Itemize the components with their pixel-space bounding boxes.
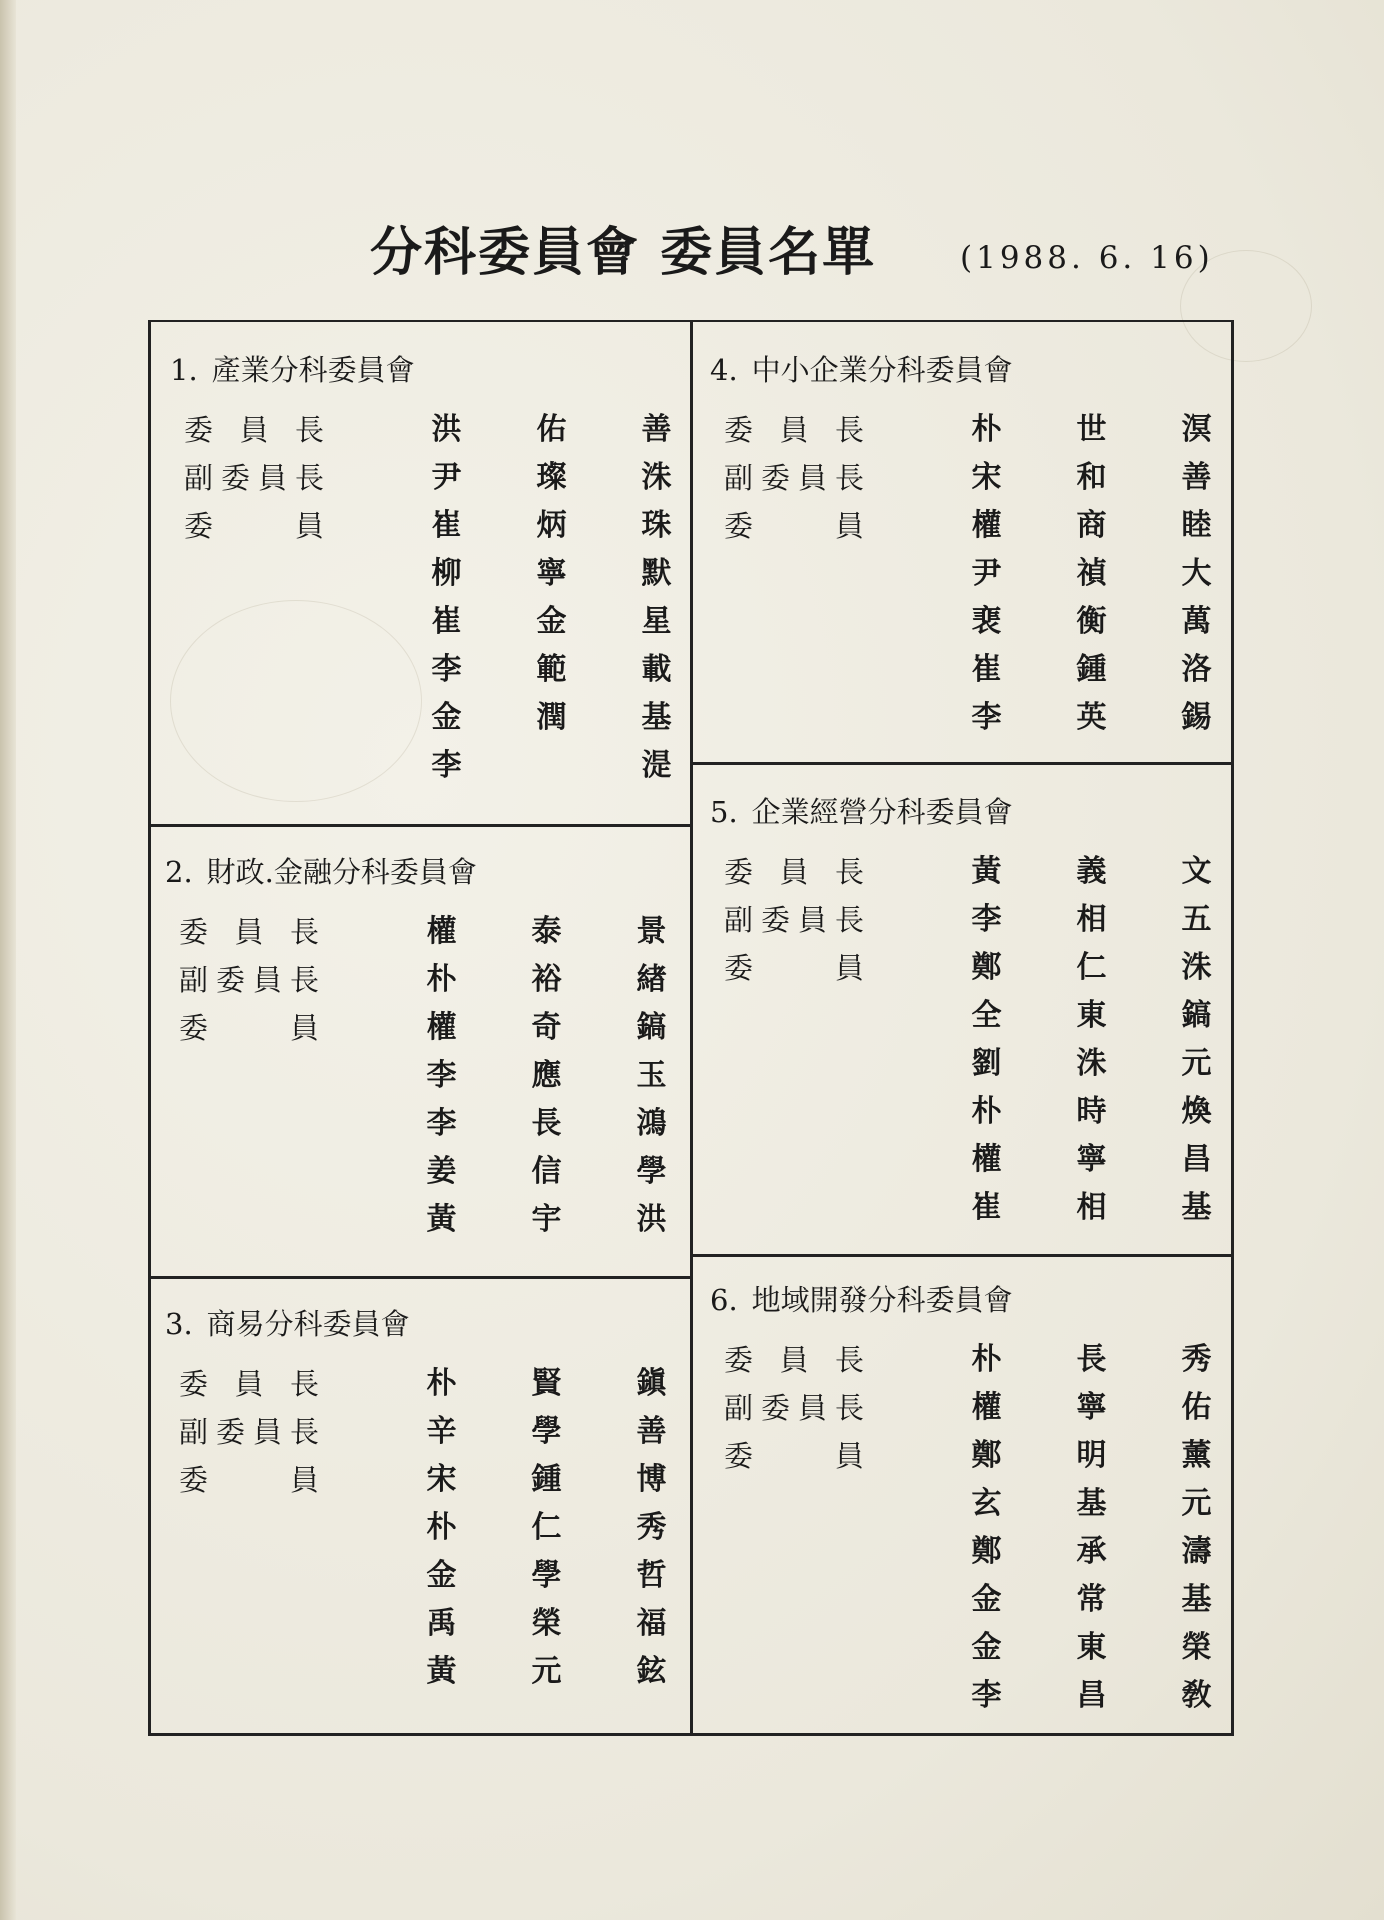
committee-heading: [170, 348, 415, 389]
member-row: [389, 1408, 704, 1456]
member-name-char: 善: [641, 412, 672, 447]
member-name-char: 濤: [1181, 1534, 1212, 1569]
member-name-char: 學: [531, 1558, 562, 1593]
member-name-char: 洪: [636, 1202, 667, 1237]
role-label: 委員長: [179, 1367, 319, 1401]
committee-number: 3.: [165, 1307, 193, 1341]
member-name-char: 商: [1076, 508, 1107, 543]
member-name-char: 範: [536, 652, 567, 687]
member-name-char: 李: [431, 652, 462, 687]
member-row: [394, 694, 709, 742]
role-label: 委員: [724, 951, 864, 985]
member-name-char: 秀: [1181, 1342, 1212, 1377]
page-title: 分科委員會 委員名單: [370, 222, 877, 283]
member-row: [389, 1552, 704, 1600]
member-name-char: 金: [971, 1582, 1002, 1617]
member-row: [389, 1004, 704, 1052]
member-name-char: 權: [426, 1010, 457, 1045]
member-name-char: 昌: [1181, 1142, 1212, 1177]
member-name-char: 相: [1076, 902, 1107, 937]
member-row: [934, 550, 1249, 598]
member-name-char: 相: [1076, 1190, 1107, 1225]
committee-heading: [165, 1302, 410, 1343]
role-list: [724, 406, 864, 550]
member-name-char: 佑: [536, 412, 567, 447]
member-name-char: 萬: [1181, 604, 1212, 639]
member-name-char: 長: [531, 1106, 562, 1141]
member-row: [389, 1648, 704, 1696]
member-name-char: 宇: [531, 1202, 562, 1237]
member-name-char: 玄: [971, 1486, 1002, 1521]
member-row: [934, 896, 1249, 944]
member-name-char: 禎: [1076, 556, 1107, 591]
member-row: [394, 646, 709, 694]
member-name-char: 世: [1076, 412, 1107, 447]
member-row: [394, 742, 709, 790]
member-name-char: 義: [1076, 854, 1107, 889]
member-name-char: 文: [1181, 854, 1212, 889]
member-name-char: 默: [641, 556, 672, 591]
committee-heading: [710, 1278, 1013, 1319]
member-name-char: 宋: [971, 460, 1002, 495]
member-name-char: 禹: [426, 1606, 457, 1641]
member-name-char: 明: [1076, 1438, 1107, 1473]
member-name-char: 賢: [531, 1366, 562, 1401]
member-name-char: 鉉: [636, 1654, 667, 1689]
member-row: [934, 1136, 1249, 1184]
member-row: [394, 454, 709, 502]
member-name-char: 宋: [426, 1462, 457, 1497]
member-name-char: 權: [971, 1142, 1002, 1177]
member-name-char: 金: [426, 1558, 457, 1593]
role-label: 副委員長: [179, 1415, 319, 1449]
member-row: [934, 406, 1249, 454]
member-name-char: 朴: [971, 1094, 1002, 1129]
role-list: [179, 1360, 319, 1504]
section-divider: [150, 824, 690, 827]
member-name-char: 哲: [636, 1558, 667, 1593]
member-name-char: 珠: [641, 508, 672, 543]
section-divider: [150, 1276, 690, 1279]
member-name-char: 泰: [531, 914, 562, 949]
member-row: [389, 1504, 704, 1552]
member-name-char: 湜: [641, 748, 672, 783]
committee-number: 4.: [710, 353, 738, 387]
role-label: 委員: [184, 509, 324, 543]
member-row: [389, 908, 704, 956]
role-label: 副委員長: [724, 903, 864, 937]
member-name-char: 薰: [1181, 1438, 1212, 1473]
member-row: [394, 598, 709, 646]
role-list: [184, 406, 324, 550]
committee-heading: [710, 348, 1013, 389]
committee-number: 6.: [710, 1283, 738, 1317]
member-name-char: 鄭: [971, 1534, 1002, 1569]
member-row: [389, 1456, 704, 1504]
member-name-char: 全: [971, 998, 1002, 1033]
document-date: (1988. 6. 16): [960, 240, 1214, 276]
committee-name: 企業經營分科委員會: [751, 795, 1013, 829]
member-name-char: 權: [971, 1390, 1002, 1425]
committee-name: 產業分科委員會: [211, 353, 415, 387]
member-name-char: 信: [531, 1154, 562, 1189]
member-name-char: 柳: [431, 556, 462, 591]
member-name-char: 李: [971, 1678, 1002, 1713]
committee-number: 1.: [170, 353, 198, 387]
member-list: [389, 1360, 704, 1696]
member-name-char: 洙: [1076, 1046, 1107, 1081]
member-name-char: 溟: [1181, 412, 1212, 447]
member-name-char: 權: [971, 508, 1002, 543]
member-name-char: 李: [971, 902, 1002, 937]
member-name-char: 鍾: [531, 1462, 562, 1497]
member-row: [934, 1384, 1249, 1432]
member-row: [934, 1184, 1249, 1232]
member-name-char: 洙: [641, 460, 672, 495]
member-name-char: 朴: [971, 1342, 1002, 1377]
member-row: [934, 1432, 1249, 1480]
committee-heading: [165, 850, 477, 891]
member-row: [934, 992, 1249, 1040]
member-list: [934, 406, 1249, 742]
member-name-char: 元: [1181, 1486, 1212, 1521]
member-name-char: 黃: [971, 854, 1002, 889]
member-name-char: 寧: [536, 556, 567, 591]
member-name-char: 載: [641, 652, 672, 687]
member-name-char: 昌: [1076, 1678, 1107, 1713]
member-row: [389, 1360, 704, 1408]
member-name-char: 元: [531, 1654, 562, 1689]
member-name-char: 榮: [1181, 1630, 1212, 1665]
member-name-char: 崔: [971, 1190, 1002, 1225]
member-name-char: 善: [1181, 460, 1212, 495]
member-name-char: 東: [1076, 998, 1107, 1033]
member-name-char: 衡: [1076, 604, 1107, 639]
member-name-char: 鎬: [636, 1010, 667, 1045]
role-label: 副委員長: [724, 1391, 864, 1425]
member-list: [394, 406, 709, 790]
member-name-char: 尹: [971, 556, 1002, 591]
section-divider: [693, 1254, 1231, 1257]
member-name-char: 李: [426, 1058, 457, 1093]
member-name-char: 基: [1181, 1582, 1212, 1617]
member-name-char: 長: [1076, 1342, 1107, 1377]
member-name-char: 錫: [1181, 700, 1212, 735]
member-row: [934, 598, 1249, 646]
member-row: [934, 1672, 1249, 1720]
member-row: [389, 1100, 704, 1148]
member-name-char: 常: [1076, 1582, 1107, 1617]
member-name-char: 睦: [1181, 508, 1212, 543]
member-name-char: 煥: [1181, 1094, 1212, 1129]
member-name-char: 仁: [1076, 950, 1107, 985]
member-row: [934, 1040, 1249, 1088]
member-name-char: 大: [1181, 556, 1212, 591]
committee-number: 2.: [165, 855, 193, 889]
member-name-char: 英: [1076, 700, 1107, 735]
member-name-char: 基: [1181, 1190, 1212, 1225]
role-label: 副委員長: [724, 461, 864, 495]
member-name-char: 炳: [536, 508, 567, 543]
member-name-char: 裵: [971, 604, 1002, 639]
member-name-char: 敎: [1181, 1678, 1212, 1713]
role-label: 委員: [179, 1011, 319, 1045]
role-list: [179, 908, 319, 1052]
member-name-char: 劉: [971, 1046, 1002, 1081]
member-name-char: 鎬: [1181, 998, 1212, 1033]
member-name-char: 李: [426, 1106, 457, 1141]
role-label: 委員: [179, 1463, 319, 1497]
committee-heading: [710, 790, 1013, 831]
member-name-char: 權: [426, 914, 457, 949]
member-name-char: 學: [531, 1414, 562, 1449]
member-row: [934, 848, 1249, 896]
member-list: [934, 1336, 1249, 1720]
member-name-char: 學: [636, 1154, 667, 1189]
member-row: [389, 1196, 704, 1244]
member-name-char: 東: [1076, 1630, 1107, 1665]
member-name-char: 元: [1181, 1046, 1212, 1081]
role-label: 委員: [724, 509, 864, 543]
member-row: [389, 1052, 704, 1100]
member-name-char: 基: [1076, 1486, 1107, 1521]
member-name-char: 辛: [426, 1414, 457, 1449]
role-label: 委員長: [724, 1343, 864, 1377]
member-name-char: 時: [1076, 1094, 1107, 1129]
member-name-char: 姜: [426, 1154, 457, 1189]
member-row: [934, 454, 1249, 502]
member-name-char: 仁: [531, 1510, 562, 1545]
member-name-char: 金: [431, 700, 462, 735]
page-edge: [0, 0, 16, 1920]
member-name-char: 洙: [1181, 950, 1212, 985]
member-name-char: 金: [536, 604, 567, 639]
member-name-char: 鍾: [1076, 652, 1107, 687]
member-name-char: 裕: [531, 962, 562, 997]
member-name-char: 鎭: [636, 1366, 667, 1401]
member-name-char: 崔: [971, 652, 1002, 687]
member-row: [934, 694, 1249, 742]
member-name-char: 鴻: [636, 1106, 667, 1141]
member-name-char: 朴: [426, 1510, 457, 1545]
member-row: [934, 1336, 1249, 1384]
member-name-char: 和: [1076, 460, 1107, 495]
member-name-char: 洪: [431, 412, 462, 447]
role-label: 委員長: [184, 413, 324, 447]
member-row: [934, 1576, 1249, 1624]
member-name-char: 朴: [426, 962, 457, 997]
role-label: 委員長: [724, 413, 864, 447]
role-label: 委員長: [724, 855, 864, 889]
committee-name: 地域開發分科委員會: [751, 1283, 1013, 1317]
section-divider: [693, 762, 1231, 765]
member-name-char: 鄭: [971, 1438, 1002, 1473]
role-label: 委員: [724, 1439, 864, 1473]
committee-name: 中小企業分科委員會: [751, 353, 1013, 387]
member-row: [934, 1624, 1249, 1672]
member-list: [389, 908, 704, 1244]
member-name-char: 寧: [1076, 1142, 1107, 1177]
member-row: [394, 502, 709, 550]
member-row: [389, 956, 704, 1004]
member-row: [934, 944, 1249, 992]
member-row: [934, 646, 1249, 694]
committee-name: 商易分科委員會: [206, 1307, 410, 1341]
role-label: 副委員長: [184, 461, 324, 495]
member-name-char: 星: [641, 604, 672, 639]
member-name-char: 基: [641, 700, 672, 735]
member-name-char: 善: [636, 1414, 667, 1449]
member-name-char: 應: [531, 1058, 562, 1093]
member-row: [394, 550, 709, 598]
member-name-char: 鄭: [971, 950, 1002, 985]
role-label: 副委員長: [179, 963, 319, 997]
member-name-char: 洛: [1181, 652, 1212, 687]
member-name-char: 崔: [431, 508, 462, 543]
member-name-char: 黃: [426, 1654, 457, 1689]
role-label: 委員長: [179, 915, 319, 949]
member-name-char: 尹: [431, 460, 462, 495]
member-row: [934, 1088, 1249, 1136]
member-name-char: 朴: [971, 412, 1002, 447]
member-row: [934, 502, 1249, 550]
member-name-char: 寧: [1076, 1390, 1107, 1425]
member-name-char: 玉: [636, 1058, 667, 1093]
member-name-char: 黃: [426, 1202, 457, 1237]
member-name-char: 承: [1076, 1534, 1107, 1569]
member-name-char: 潤: [536, 700, 567, 735]
member-name-char: 五: [1181, 902, 1212, 937]
role-list: [724, 848, 864, 992]
member-name-char: 福: [636, 1606, 667, 1641]
member-name-char: 朴: [426, 1366, 457, 1401]
role-list: [724, 1336, 864, 1480]
member-row: [389, 1148, 704, 1196]
member-list: [934, 848, 1249, 1232]
member-name-char: 佑: [1181, 1390, 1212, 1425]
member-name-char: 博: [636, 1462, 667, 1497]
member-name-char: 李: [971, 700, 1002, 735]
member-name-char: 秀: [636, 1510, 667, 1545]
member-name-char: 榮: [531, 1606, 562, 1641]
member-name-char: 緖: [636, 962, 667, 997]
committee-number: 5.: [710, 795, 738, 829]
committee-name: 財政.金融分科委員會: [206, 855, 477, 889]
member-row: [934, 1480, 1249, 1528]
member-name-char: 崔: [431, 604, 462, 639]
member-name-char: 璨: [536, 460, 567, 495]
member-name-char: 金: [971, 1630, 1002, 1665]
member-name-char: 奇: [531, 1010, 562, 1045]
member-name-char: 景: [636, 914, 667, 949]
member-row: [389, 1600, 704, 1648]
member-name-char: 李: [431, 748, 462, 783]
member-row: [934, 1528, 1249, 1576]
member-row: [394, 406, 709, 454]
